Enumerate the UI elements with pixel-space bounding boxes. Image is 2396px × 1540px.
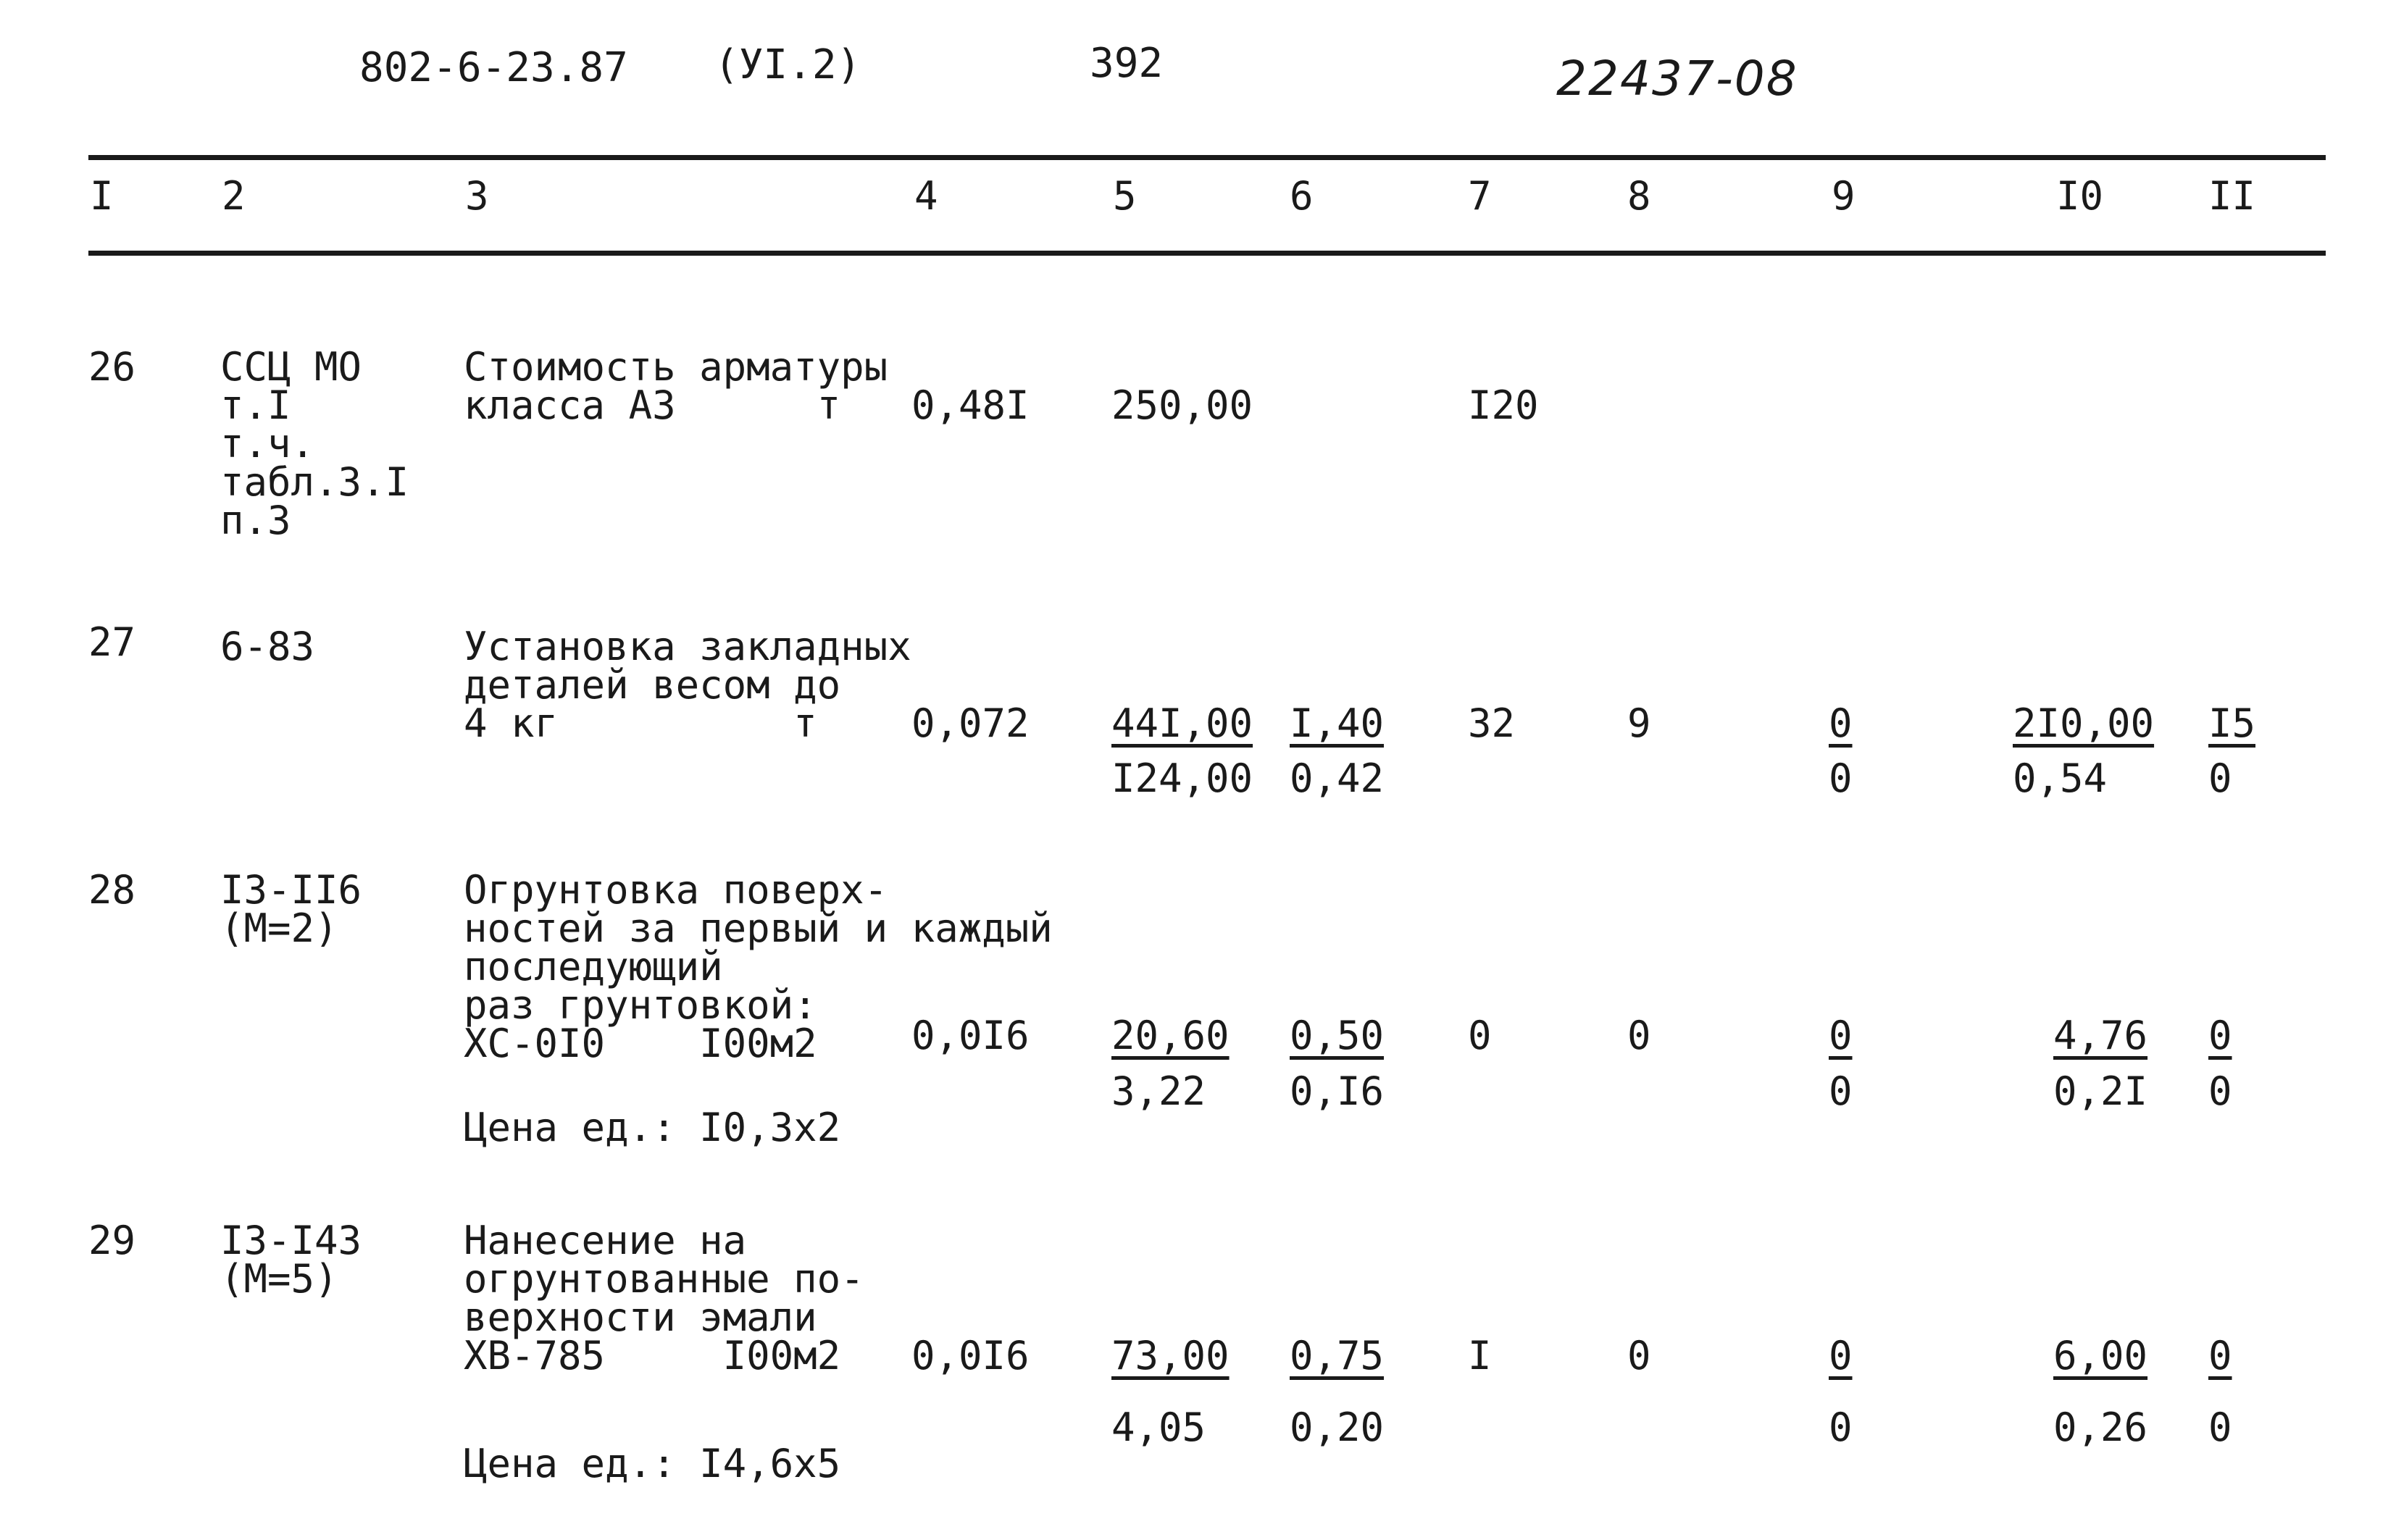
price-note: Цена ед.: I4,6х5: [464, 1441, 841, 1486]
col7-value: 32: [1468, 700, 1516, 746]
col9-value-bottom: 0: [1829, 756, 1853, 801]
total-cost-wages: 0,54: [2013, 756, 2108, 801]
column-header: 9: [1832, 173, 1856, 219]
work-description: Нанесение на огрунтованные по- верхности эмали ХВ-785 I00м2: [464, 1218, 864, 1378]
quantity: 0,0I6: [911, 1013, 1030, 1058]
col11-value-bottom: 0: [2208, 1068, 2232, 1114]
handwritten-number: 22437-08: [1556, 51, 1798, 106]
quantity: 0,0I6: [911, 1333, 1030, 1378]
machine-cost-wages: 0,20: [1290, 1405, 1385, 1450]
total-cost: 4,76: [2053, 1013, 2148, 1058]
unit-cost-wages: 4,05: [1111, 1405, 1206, 1450]
total-cost-wages: 0,2I: [2053, 1068, 2148, 1114]
unit-cost: 250,00: [1111, 382, 1253, 428]
column-header: 4: [914, 173, 938, 219]
col11-value-bottom: 0: [2208, 756, 2232, 801]
norm-code: I3-II6 (М=2): [220, 867, 362, 951]
quantity: 0,072: [911, 700, 1030, 746]
machine-cost-wages: 0,I6: [1290, 1068, 1385, 1114]
machine-cost-wages: 0,42: [1290, 756, 1385, 801]
col8-value: 9: [1627, 700, 1651, 746]
row-number: 29: [88, 1218, 136, 1263]
col9-value-bottom: 0: [1829, 1405, 1853, 1450]
col9-value-bottom: 0: [1829, 1068, 1853, 1114]
norm-code: 6-83: [220, 624, 315, 669]
column-header: 8: [1627, 173, 1651, 219]
col7-value: I20: [1468, 382, 1539, 428]
col8-value: 0: [1627, 1333, 1651, 1378]
total-cost-wages: 0,26: [2053, 1405, 2148, 1450]
col9-value: 0: [1829, 1013, 1853, 1058]
total-cost: 2I0,00: [2013, 700, 2155, 746]
page-number: 392: [1090, 40, 1164, 87]
column-header: I0: [2056, 173, 2104, 219]
column-header: I: [90, 173, 114, 219]
table-top-rule: [88, 155, 2326, 160]
quantity: 0,48I: [911, 382, 1030, 428]
unit-cost: 44I,00: [1111, 700, 1253, 746]
work-description: Стоимость арматуры класса А3 т: [464, 344, 888, 428]
col11-value-bottom: 0: [2208, 1405, 2232, 1450]
unit-cost-wages: 3,22: [1111, 1068, 1206, 1114]
col7-value: I: [1468, 1333, 1492, 1378]
column-header: 5: [1113, 173, 1137, 219]
machine-cost: 0,50: [1290, 1013, 1385, 1058]
unit-cost: 20,60: [1111, 1013, 1230, 1058]
col8-value: 0: [1627, 1013, 1651, 1058]
col11-value: 0: [2208, 1333, 2232, 1378]
col9-value: 0: [1829, 1333, 1853, 1378]
norm-code: ССЦ МО т.I т.ч. табл.3.I п.3: [220, 344, 409, 543]
unit-cost-wages: I24,00: [1111, 756, 1253, 801]
column-header: II: [2208, 173, 2256, 219]
column-header: 2: [222, 173, 246, 219]
column-header: 7: [1468, 173, 1492, 219]
document-code: 802-6-23.87: [359, 44, 628, 91]
work-description: Установка закладных деталей весом до 4 кг т: [464, 624, 911, 746]
table-header-rule: [88, 251, 2326, 256]
col11-value: 0: [2208, 1013, 2232, 1058]
col9-value: 0: [1829, 700, 1853, 746]
machine-cost: I,40: [1290, 700, 1385, 746]
column-header: 6: [1290, 173, 1314, 219]
work-description: Огрунтовка поверх- ностей за первый и каждый последующий раз грунтовкой: ХС-0I0 I00м2: [464, 867, 1053, 1066]
row-number: 28: [88, 867, 136, 913]
price-note: Цена ед.: I0,3х2: [464, 1105, 841, 1150]
col11-value: I5: [2208, 700, 2256, 746]
section-number: (УI.2): [714, 41, 861, 88]
row-number: 26: [88, 344, 136, 390]
unit-cost: 73,00: [1111, 1333, 1230, 1378]
total-cost: 6,00: [2053, 1333, 2148, 1378]
row-number: 27: [88, 619, 136, 665]
norm-code: I3-I43 (М=5): [220, 1218, 362, 1302]
machine-cost: 0,75: [1290, 1333, 1385, 1378]
column-header: 3: [465, 173, 489, 219]
col7-value: 0: [1468, 1013, 1492, 1058]
